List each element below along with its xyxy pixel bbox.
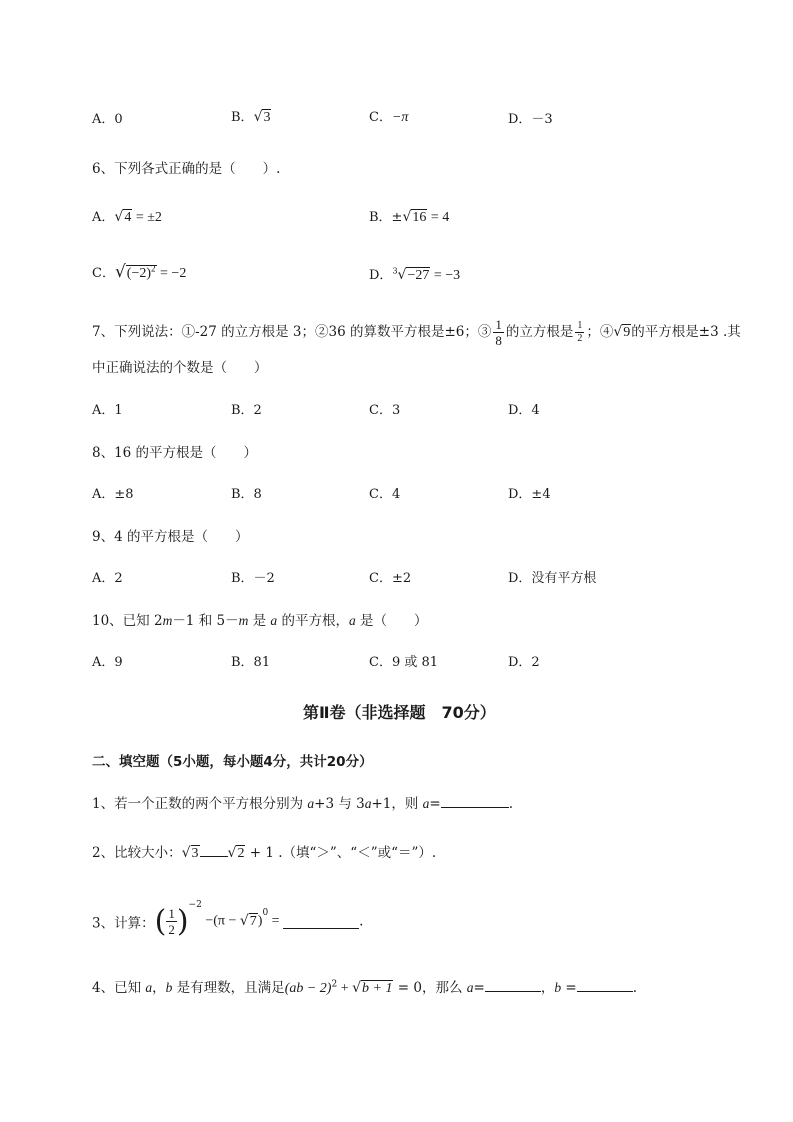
q9-option-a: A．2 — [92, 571, 123, 586]
sqrt: √2 — [227, 845, 245, 861]
f4-text: ， — [152, 980, 166, 996]
f3-text: 3、计算： — [92, 915, 155, 932]
fill-question-2 — [92, 841, 436, 862]
q6-option-b — [369, 206, 449, 226]
f1-text: +1，则 — [371, 796, 423, 812]
rest: = −2 — [156, 266, 187, 281]
option-prefix: C． — [92, 266, 115, 281]
q10-option-a: A．9 — [92, 655, 123, 670]
var-b: b — [554, 980, 562, 995]
q7-part2: 的立方根是 — [505, 324, 574, 340]
f2-text: 2、比较大小： — [92, 845, 182, 861]
var-m: m — [238, 613, 249, 628]
exponent: 2 — [331, 979, 338, 990]
f3-end: . — [359, 913, 364, 930]
var-a: a — [466, 980, 474, 995]
q10-text: 的平方根， — [277, 613, 349, 629]
var-a: a — [270, 613, 278, 628]
answer-blank-a[interactable] — [485, 977, 541, 992]
answer-blank[interactable] — [441, 793, 509, 808]
f3-eq: = — [268, 913, 284, 929]
paren-close: ) — [176, 904, 189, 939]
f1-text: . — [508, 796, 514, 812]
q8-stem: 8、16 的平方根是（ ） — [92, 445, 258, 461]
option-prefix: A． — [92, 210, 115, 225]
denominator: 8 — [495, 333, 502, 348]
var-m: m — [162, 613, 173, 628]
q7-stem-line2: 中正确说法的个数是（ ） — [92, 360, 268, 376]
radicand: 7 — [249, 914, 257, 929]
var-a: a — [348, 613, 356, 628]
answer-blank[interactable] — [200, 842, 228, 857]
q6-option-a — [92, 206, 162, 226]
f4-text: ， — [540, 980, 555, 996]
numerator: 1 — [495, 317, 502, 332]
q8-option-d: D．±4 — [508, 487, 551, 502]
option-prefix: B． — [231, 110, 254, 125]
rest: = ±2 — [132, 210, 162, 225]
sqrt: √3 — [253, 109, 271, 125]
paren-open: ( — [154, 904, 167, 939]
exponent: 0 — [262, 908, 269, 918]
rest: = 4 — [427, 210, 450, 225]
f4-text: 4、已知 — [92, 980, 146, 996]
q7-part4: 的平方根是±3 .其 — [631, 324, 741, 340]
f4-text: . — [632, 980, 637, 996]
f4-text: 是有理数，且满足 — [172, 980, 285, 996]
expression: (ab − 2) — [284, 981, 332, 996]
f1-text: +3 与 3 — [314, 796, 365, 812]
q5-option-d: D．－3 — [508, 112, 553, 127]
q10-text: 10、已知 2 — [92, 613, 163, 629]
q9-option-b: B．－2 — [231, 571, 275, 586]
fraction-one-half — [575, 321, 584, 344]
plus: + — [337, 981, 353, 996]
denominator: 2 — [168, 922, 175, 937]
q9-stem: 9、4 的平方根是（ ） — [92, 529, 249, 545]
var-a: a — [422, 796, 430, 811]
value: −π — [391, 110, 409, 125]
q7-option-b: B．2 — [231, 403, 262, 418]
q5-option-c — [369, 106, 408, 126]
fill-question-4 — [92, 976, 637, 997]
f2-text: + 1 .（填“＞”、“＜”或“＝”）. — [245, 845, 437, 861]
answer-blank-b[interactable] — [577, 977, 633, 992]
sqrt: √4 — [114, 209, 132, 225]
f1-text: = — [429, 796, 441, 812]
radicand: 4 — [124, 210, 132, 225]
q10-option-b: B．81 — [231, 655, 271, 670]
q10-option-d: D．2 — [508, 655, 540, 670]
radicand: 2 — [237, 846, 245, 861]
q8-option-c: C．4 — [369, 487, 401, 502]
denominator: 2 — [577, 333, 583, 344]
sqrt: $√(-2)^2$ — [114, 262, 156, 282]
q7-stem-line1 — [92, 318, 741, 347]
section-heading: 二、填空题（5小题，每小题4分，共计20分） — [92, 754, 373, 770]
radicand: 16 — [412, 210, 427, 225]
option-prefix: C． — [369, 110, 392, 125]
numerator: 1 — [168, 906, 175, 921]
sqrt: √3 — [181, 845, 199, 861]
q8-option-a: A．±8 — [92, 487, 134, 502]
fraction-one-half — [166, 907, 177, 936]
q7-option-a: A．1 — [92, 403, 123, 418]
radicand: b + 1 — [362, 981, 393, 996]
q7-part3: ；④ — [586, 324, 614, 340]
cube-root: √−27 — [397, 267, 430, 283]
exponent: −2 — [188, 900, 202, 910]
section-title: 第Ⅱ卷（非选择题 70分） — [303, 703, 496, 722]
f1-text: 1、若一个正数的两个平方根分别为 — [92, 796, 308, 812]
f3-close: ) — [257, 913, 263, 929]
q6-stem: 6、下列各式正确的是（ ）. — [92, 161, 281, 177]
q8-option-b: B．8 — [231, 487, 262, 502]
q10-option-c: C．9 或 81 — [369, 655, 439, 670]
var-a: a — [364, 796, 372, 811]
radicand: 3 — [263, 110, 271, 125]
root-index: 3 — [392, 266, 398, 276]
q7-part1: 7、下列说法：①-27 的立方根是 3；②36 的算数平方根是±6；③ — [92, 324, 492, 340]
option-prefix: D． — [369, 268, 393, 283]
radicand — [126, 265, 157, 281]
radicand: 3 — [191, 846, 199, 861]
f4-text: = 0，那么 — [393, 980, 467, 996]
sqrt: √7 — [239, 913, 257, 929]
var-a: a — [307, 796, 315, 811]
radicand: 9 — [623, 325, 631, 340]
sqrt: √16 — [402, 209, 427, 225]
q9-option-d: D．没有平方根 — [508, 571, 597, 586]
radicand: −27 — [407, 268, 430, 283]
sqrt: √9 — [613, 324, 631, 340]
q5-option-a: A．0 — [92, 112, 123, 127]
q10-stem — [92, 609, 428, 629]
numerator: 1 — [577, 320, 583, 331]
f3-mid: −(π − — [201, 913, 240, 929]
sqrt: √b + 1 — [352, 980, 393, 996]
exponent: 2 — [151, 263, 156, 274]
q10-text: 是（ ） — [355, 613, 428, 629]
fraction-one-eighth — [493, 318, 504, 347]
f4-text: = — [561, 980, 577, 996]
f4-text: = — [473, 980, 485, 996]
var-a: a — [145, 980, 153, 995]
var-b: b — [165, 980, 173, 995]
q6-option-d — [369, 264, 460, 284]
q5-option-b — [231, 106, 271, 126]
q7-option-c: C．3 — [369, 403, 401, 418]
option-prefix: B．± — [369, 210, 403, 225]
radicand-base: (−2) — [126, 266, 152, 281]
q10-text: －1 和 5－ — [172, 613, 239, 629]
fill-question-1 — [92, 792, 513, 812]
rest: = −3 — [430, 268, 461, 283]
fill-question-3 — [92, 900, 363, 939]
q9-option-c: C．±2 — [369, 571, 412, 586]
q10-text: 是 — [248, 613, 271, 629]
answer-blank[interactable] — [283, 914, 359, 929]
q7-option-d: D．4 — [508, 403, 540, 418]
q6-option-c — [92, 262, 186, 282]
